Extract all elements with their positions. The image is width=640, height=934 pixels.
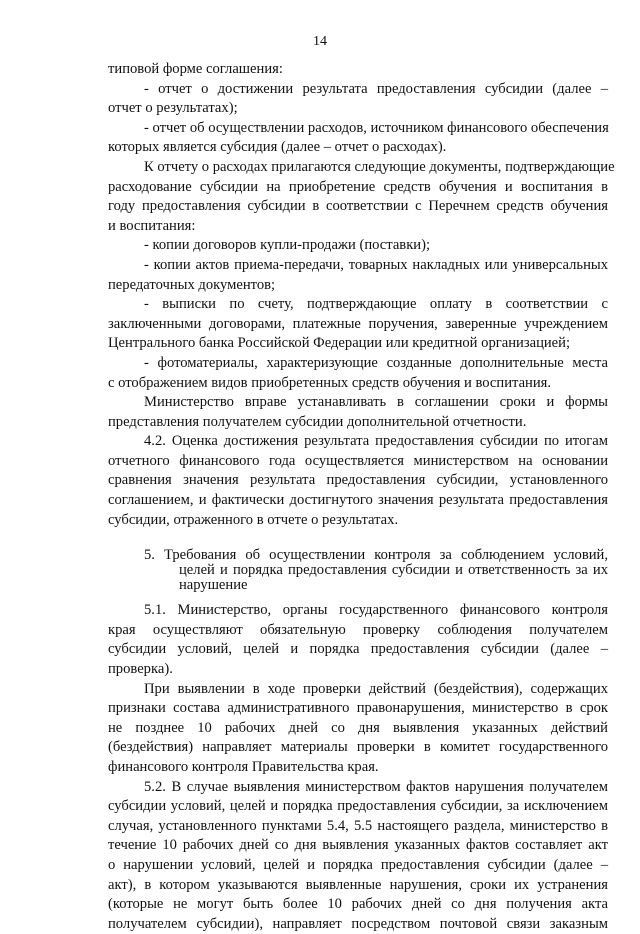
text-line: - отчет о достижении результата предоставления субсидии (далее – bbox=[144, 80, 608, 97]
text-line: отчет о результатах); bbox=[108, 100, 238, 117]
text-line: субсидии, отраженного в отчете о результатах. bbox=[108, 511, 399, 528]
text-line: соглашением, и фактически достигнутого значения результата предоставления bbox=[108, 492, 608, 509]
text-line: нарушение bbox=[179, 577, 248, 594]
paragraph bbox=[108, 236, 608, 256]
text-line: (бездействия) направляет материалы проверки в комитет государственного bbox=[108, 739, 608, 756]
text-line: заключенными договорами, платежные поручения, заверенные учреждением bbox=[108, 315, 608, 332]
text-line: целей и порядка предоставления субсидии и ответственность за их bbox=[179, 562, 608, 579]
text-line: и воспитания: bbox=[108, 217, 196, 234]
text-line: 5.2. В случае выявления министерством фактов нарушения получателем bbox=[144, 778, 608, 795]
text-line: случая, установленного пунктами 5.4, 5.5 настоящего раздела, министерство в bbox=[108, 817, 608, 834]
text-line: типовой форме соглашения: bbox=[108, 61, 283, 77]
paragraph bbox=[108, 158, 615, 236]
paragraph bbox=[108, 778, 608, 934]
text-line: расходование субсидии на приобретение средств обучения и воспитания в bbox=[108, 178, 608, 195]
text-line: получателем субсидии), направляет посредством почтовой связи заказным bbox=[108, 915, 608, 932]
text-line: течение 10 рабочих дней со дня выявления указанных фактов составляет акт bbox=[108, 837, 608, 854]
text-line: Центрального банка Российской Федерации или кредитной организацией; bbox=[108, 335, 571, 352]
text-line: - фотоматериалы, характеризующие созданные дополнительные места bbox=[144, 354, 608, 371]
text-line: Министерство вправе устанавливать в соглашении сроки и формы bbox=[144, 394, 608, 411]
text-line: представления получателем субсидии дополнительной отчетности. bbox=[108, 413, 527, 430]
text-line: субсидии условий, целей и порядка предоставления субсидии (далее – bbox=[108, 641, 608, 658]
text-line: - копии договоров купли-продажи (поставки); bbox=[144, 237, 431, 254]
text-line: финансового контроля Правительства края. bbox=[108, 759, 379, 775]
text-line: акт), в котором указываются выявленные нарушения, сроки их устранения bbox=[108, 876, 608, 893]
text-line: (которые не могут быть более 10 рабочих дней со дня получения акта bbox=[108, 896, 608, 913]
page-number: 14 bbox=[313, 34, 327, 49]
paragraph bbox=[108, 295, 608, 354]
text-line: - выписки по счету, подтверждающие оплату в соответствии с bbox=[144, 296, 608, 313]
text-line: отчетного финансового года осуществляется министерством на основании bbox=[108, 452, 608, 469]
text-line: проверка). bbox=[108, 661, 173, 678]
text-line: о нарушении условий, целей и порядка предоставления субсидии (далее – bbox=[108, 856, 608, 873]
text-line: 5. Требования об осуществлении контроля за соблюдением условий, bbox=[144, 547, 608, 564]
paragraph bbox=[108, 256, 608, 295]
text-line: не позднее 10 рабочих дней со дня выявления указанных действий bbox=[108, 719, 608, 736]
section-heading bbox=[108, 548, 608, 593]
paragraph bbox=[108, 119, 608, 158]
text-line: с отображением видов приобретенных средств обучения и воспитания. bbox=[108, 374, 552, 391]
text-line: субсидии условий, целей и порядка предоставления субсидии, за исключением bbox=[108, 798, 608, 815]
text-line: сравнения значения результата предоставления субсидии, установленного bbox=[108, 472, 608, 489]
document-body bbox=[108, 60, 615, 934]
text-line: При выявлении в ходе проверки действий (бездействия), содержащих bbox=[144, 680, 608, 697]
text-line: - отчет об осуществлении расходов, источником финансового обеспечения bbox=[144, 119, 609, 136]
text-line: году предоставления субсидии в соответствии с Перечнем средств обучения bbox=[108, 198, 608, 215]
text-line: 5.1. Министерство, органы государственного финансового контроля bbox=[144, 602, 608, 619]
paragraph bbox=[108, 80, 608, 119]
paragraph bbox=[108, 601, 608, 679]
paragraph bbox=[108, 393, 608, 432]
paragraph bbox=[108, 680, 608, 778]
paragraph bbox=[108, 432, 608, 530]
text-line: 4.2. Оценка достижения результата предоставления субсидии по итогам bbox=[144, 433, 608, 450]
text-line: - копии актов приема-передачи, товарных накладных или универсальных bbox=[144, 256, 608, 273]
text-line: передаточных документов; bbox=[108, 276, 276, 293]
text-line: края осуществляют обязательную проверку соблюдения получателем bbox=[108, 621, 608, 638]
paragraph bbox=[108, 60, 608, 80]
text-line: которых является субсидия (далее – отчет о расходах). bbox=[108, 139, 447, 156]
text-line: К отчету о расходах прилагаются следующие документы, подтверждающие bbox=[144, 158, 615, 175]
paragraph bbox=[108, 354, 608, 393]
text-line: признаки состава административного правонарушения, министерство в срок bbox=[108, 700, 608, 717]
